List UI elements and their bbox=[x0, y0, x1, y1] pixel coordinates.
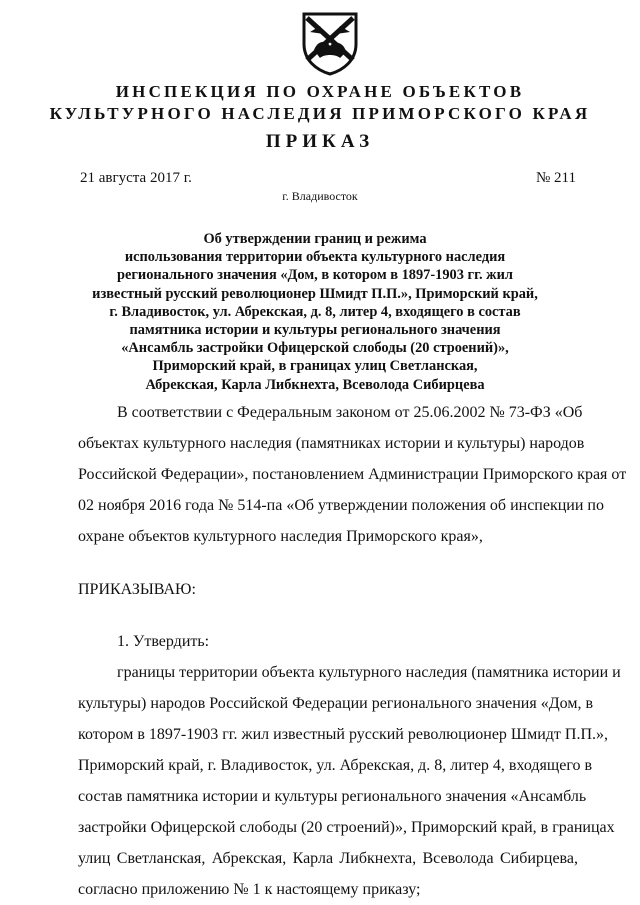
item-1-line: котором в 1897-1903 гг. жил известный русский революционер Шмидт П.П.», bbox=[78, 726, 608, 743]
organization-name-line-2: КУЛЬТУРНОГО НАСЛЕДИЯ ПРИМОРСКОГО КРАЯ bbox=[49, 104, 591, 123]
item-1-line: согласно приложению № 1 к настоящему приказу; bbox=[78, 881, 421, 898]
document-type-title: ПРИКАЗ bbox=[265, 131, 375, 152]
subject-line: Приморский край, в границах улиц Светланская, bbox=[152, 358, 478, 375]
subject-line: Абрекская, Карла Либкнехта, Всеволода Сибирцева bbox=[145, 376, 485, 393]
item-1-heading: 1. Утвердить: bbox=[117, 633, 210, 650]
subject-line: «Ансамбль застройки Офицерской слободы (20 строений)», bbox=[121, 340, 509, 357]
item-1-line: застройки Офицерской слободы (20 строений)», Приморский край, в границах bbox=[78, 819, 615, 836]
document-subject bbox=[80, 230, 550, 394]
item-1-line: улиц Светланская, Абрекская, Карла Либкнехта, Всеволода Сибирцева, bbox=[78, 850, 578, 867]
item-1-line: Приморский край, г. Владивосток, ул. Абрекская, д. 8, литер 4, входящего в bbox=[78, 757, 593, 774]
item-1-line: границы территории объекта культурного наследия (памятника истории и bbox=[117, 664, 621, 681]
item-1-line: состав памятника истории и культуры регионального значения «Ансамбль bbox=[78, 788, 587, 805]
preamble-line: Российской Федерации», постановлением Администрации Приморского края от bbox=[78, 466, 627, 483]
preamble-line: объектах культурного наследия (памятниках истории и культуры) народов bbox=[78, 435, 585, 452]
subject-line: регионального значения «Дом, в котором в 1897-1903 гг. жил bbox=[117, 267, 513, 284]
order-word: ПРИКАЗЫВАЮ: bbox=[78, 581, 196, 598]
subject-line: использования территории объекта культурного наследия bbox=[124, 249, 506, 266]
document-city: г. Владивосток bbox=[282, 189, 358, 203]
preamble-line: В соответствии с Федеральным законом от 25.06.2002 № 73-ФЗ «Об bbox=[117, 404, 583, 421]
subject-line: известный русский революционер Шмидт П.П.», Приморский край, bbox=[92, 285, 538, 302]
coat-of-arms-icon bbox=[300, 10, 360, 76]
item-1-line: культуры) народов Российской Федерации регионального значения «Дом, в bbox=[78, 695, 593, 712]
subject-line: г. Владивосток, ул. Абрекская, д. 8, литер 4, входящего в состав bbox=[109, 303, 521, 320]
subject-line: Об утверждении границ и режима bbox=[203, 231, 427, 247]
organization-name-line-1: ИНСПЕКЦИЯ ПО ОХРАНЕ ОБЪЕКТОВ bbox=[115, 82, 525, 101]
document-date: 21 августа 2017 г. bbox=[80, 170, 192, 186]
preamble-line: охране объектов культурного наследия Приморского края», bbox=[78, 528, 483, 545]
document-number: № 211 bbox=[535, 170, 576, 186]
preamble-line: 02 ноября 2016 года № 514-па «Об утверждении положения об инспекции по bbox=[78, 497, 604, 514]
subject-line: памятника истории и культуры регионального значения bbox=[129, 322, 501, 339]
